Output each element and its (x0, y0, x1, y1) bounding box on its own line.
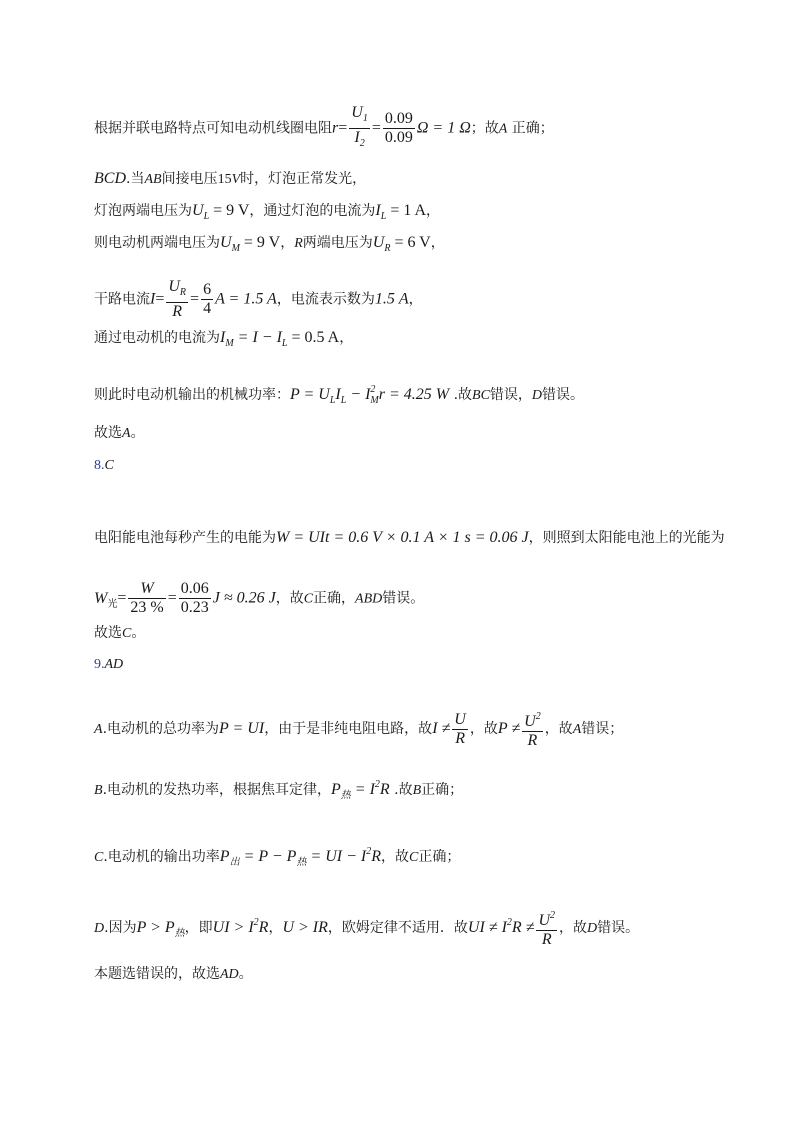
option-c: C (303, 591, 314, 607)
text: 错误。 (382, 590, 425, 607)
math-output-power: $P_出 = P - P_热$ = UI − $I^2R$ (219, 846, 382, 868)
text: ，欧姆定律不适用．故 (327, 920, 468, 936)
text: 正确； (421, 782, 464, 798)
text: ， (408, 291, 423, 308)
math-i-ne: I ≠ (432, 720, 451, 737)
line-option-c (94, 843, 460, 872)
text: 错误； (581, 721, 624, 737)
text: ；故 (470, 120, 499, 137)
math-um: $U_M = 9$ V (220, 234, 281, 254)
math-u-gt: U > IR (282, 919, 328, 936)
text: ，电流表示数为 (276, 291, 375, 308)
text: 正确； (418, 849, 461, 865)
math-value: A = 1.5 A (215, 290, 277, 308)
text: 错误。 (597, 920, 640, 936)
option-label: B (94, 783, 103, 798)
option-a: A (572, 722, 582, 737)
text: .电动机的输出功率 (103, 849, 220, 865)
line-motor-resistance (94, 104, 554, 153)
line-solar-energy (94, 529, 725, 547)
line-answer-q8 (94, 624, 145, 643)
label-ab: AB (144, 172, 162, 187)
option-a: A (498, 121, 508, 137)
option-c: C (409, 850, 419, 865)
fraction-values: $\frac{0.09}{0.09}$ (384, 110, 413, 146)
unit-v: V (231, 172, 241, 187)
option-label: D (94, 921, 105, 936)
question-8-label (94, 456, 114, 475)
text: 。 (130, 425, 145, 441)
text: ，故 (469, 721, 498, 737)
text: 两端电压为 (302, 235, 373, 251)
text: ，则照到太阳能电池上的光能为 (528, 530, 725, 546)
question-number: 8. (94, 458, 105, 473)
text: 正确； (507, 120, 554, 137)
math-power: $P = U_LI_L - I^2_Mr = 4.25$ W (290, 384, 450, 406)
math-value: J ≈ 0.26 J (212, 589, 276, 607)
text: ， (430, 235, 445, 251)
math-ui-ne: UI ≠ $I^2R$ ≠ (467, 917, 535, 936)
math-p-ne: P ≠ (497, 720, 521, 737)
option-label: A (94, 722, 103, 737)
text: 错误， (489, 387, 532, 403)
text: ，故 (381, 849, 410, 865)
math-i: I (150, 290, 156, 308)
options-abd: ABD (355, 591, 383, 607)
text: 通过电动机的电流为 (94, 330, 220, 346)
fraction-ur-r: $\frac{U_R}{R}$ (168, 278, 187, 320)
label-r: R (294, 236, 303, 251)
fraction-u2-r: $\frac{U^2}{R}$ (538, 910, 556, 948)
text: 故选 (94, 425, 122, 441)
math-r: r (332, 119, 339, 137)
math-eq: = (117, 589, 127, 607)
text: 根据并联电路特点可知电动机线圈电阻 (94, 120, 332, 137)
line-bcd (94, 170, 366, 189)
answer: A (122, 426, 131, 441)
text: ，故 (544, 721, 573, 737)
text: ，即 (184, 920, 213, 936)
question-answer: AD (104, 657, 124, 672)
text: 故选 (94, 625, 122, 641)
text: 。 (238, 966, 253, 982)
math-value: 1.5 A (374, 290, 409, 308)
text: ，故 (275, 590, 304, 607)
fraction-u-r: $\frac{U}{R}$ (454, 710, 466, 747)
text: .故 (449, 387, 473, 403)
question-answer: C (104, 458, 114, 473)
math-ur: $U_R = 6$ V (372, 234, 431, 254)
text: ，通过灯泡的电流为 (249, 203, 376, 219)
option-d: D (531, 388, 543, 403)
text: ，由于是非纯电阻电路，故 (264, 721, 433, 737)
line-bulb (94, 202, 440, 226)
option-label: C (94, 850, 104, 865)
fraction-u1-i2: $\frac{U_1}{I_2}$ (349, 104, 370, 153)
text: 错误。 (542, 387, 585, 403)
math-eq: = (167, 589, 177, 607)
text: 则电动机两端电压为 (94, 235, 220, 251)
math-p-gt: $P > P_热$ (136, 919, 185, 939)
text: 。 (131, 625, 146, 641)
option-d: D (587, 921, 598, 936)
text: ， (268, 920, 283, 936)
fraction-w-23: $\frac{W}{23 \%}$ (130, 580, 164, 616)
question-9-label (94, 655, 123, 674)
question-number: 9. (94, 657, 105, 672)
math-heat-power: $P_热 = I^2R$ (331, 779, 390, 801)
line-motor-current (94, 329, 353, 353)
math-im: $I_M = I - I_L = 0.5$ A (220, 329, 340, 349)
line-answer-q9 (94, 965, 253, 984)
text: 间接电压 (161, 171, 218, 187)
line-option-b (94, 776, 463, 805)
line-mechanical-power (94, 381, 584, 410)
text: ， (339, 330, 354, 346)
text: .电动机的发热功率，根据焦耳定律， (102, 782, 332, 798)
value-15: 15 (217, 172, 232, 187)
text: 正确， (313, 590, 356, 607)
text: 时，灯泡正常发光， (240, 171, 367, 187)
text: .故 (389, 782, 413, 798)
line-option-d (94, 907, 639, 949)
text: .因为 (104, 920, 137, 936)
text: 灯泡两端电压为 (94, 203, 192, 219)
text: ，故 (559, 920, 588, 936)
math-u: $U_L = 9$ V (192, 202, 250, 222)
fraction-values: $\frac{0.06}{0.23}$ (180, 580, 209, 616)
text: 本题选错误的，故选 (94, 966, 220, 982)
option-b: B (412, 783, 422, 798)
line-motor-voltage (94, 234, 445, 258)
math-i: $I_L = 1$ A (375, 202, 427, 222)
text: .电动机的总功率为 (102, 721, 220, 737)
text: .当 (126, 171, 145, 187)
options-bcd: BCD (94, 170, 126, 187)
line-light-energy (94, 580, 424, 617)
math-energy: W = UIt = 0.6 V × 0.1 A × 1 s = 0.06 J (276, 529, 529, 546)
text: 则此时电动机输出的机械功率： (94, 387, 290, 403)
math-p-ui: P = UI (219, 720, 265, 737)
fraction-6-4: $\frac{6}{4}$ (203, 281, 212, 317)
text: 电阳能电池每秒产生的电能为 (94, 530, 276, 546)
line-option-a (94, 708, 623, 750)
fraction-u2-r: $\frac{U^2}{R}$ (524, 711, 541, 749)
options-bc: BC (472, 388, 490, 403)
math-w-light: $W_光$ (94, 589, 118, 610)
math-eq: = (190, 290, 200, 308)
math-eq: = (155, 290, 165, 308)
text: 干路电流 (94, 291, 150, 308)
math-eq: = (371, 119, 381, 137)
line-answer-q7 (94, 424, 145, 443)
answer: C (122, 626, 132, 641)
text: ， (426, 203, 441, 219)
line-main-current (94, 278, 423, 321)
answer: AD (220, 967, 239, 982)
math-eq: = (338, 119, 348, 137)
math-ui-gt: UI > $I^2R$ (212, 917, 269, 936)
text: ， (280, 235, 295, 251)
math-unit: Ω = 1 Ω (416, 119, 471, 137)
